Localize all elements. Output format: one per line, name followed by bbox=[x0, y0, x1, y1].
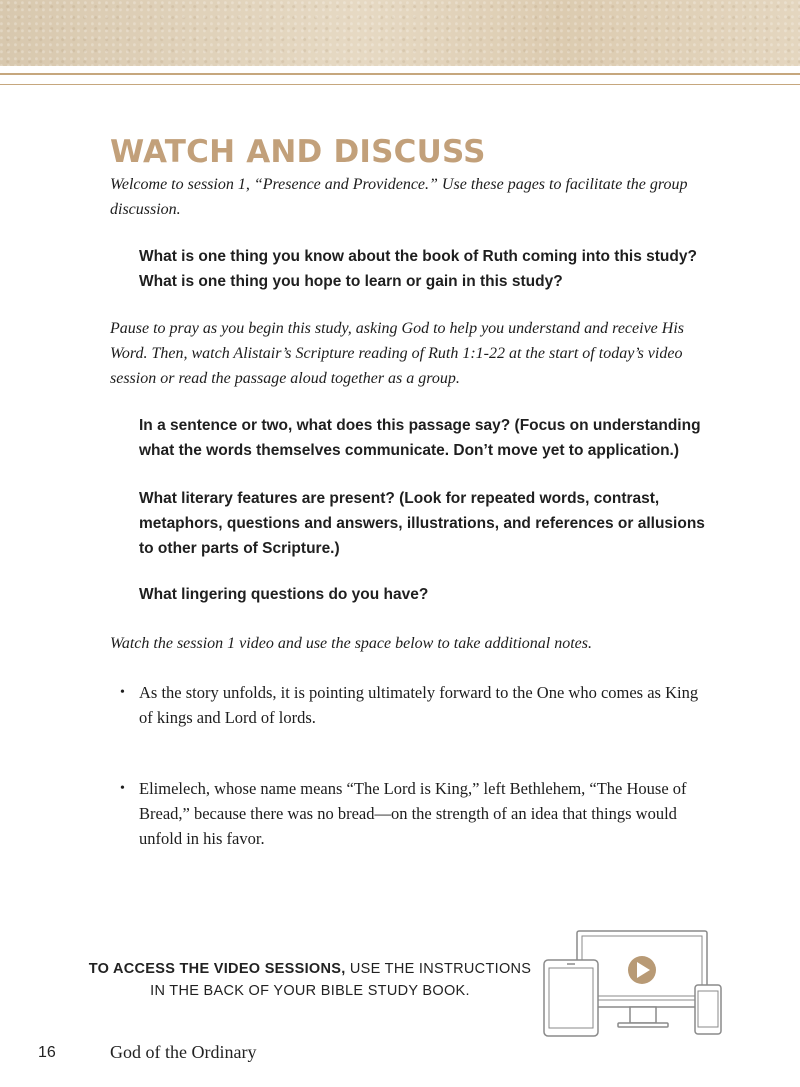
header-texture-band bbox=[0, 0, 800, 66]
pause-instruction: Pause to pray as you begin this study, asking God to help you understand and receive His Word. Then, watch Alistair’s Scripture reading of Ruth 1:1-22 at the start of today’s video session or read the passage aloud together as a group. bbox=[110, 320, 684, 387]
discussion-question-2: In a sentence or two, what does this passage say? (Focus on understanding what the words themselves communicate. Don’t move yet to application.) bbox=[139, 417, 701, 459]
note-text: As the story unfolds, it is pointing ultimately forward to the One who comes as King of kings and Lord of lords. bbox=[139, 683, 699, 727]
page-number: 16 bbox=[38, 1044, 56, 1061]
header-rule-thin bbox=[0, 84, 800, 85]
note-text: Elimelech, whose name means “The Lord is King,” left Bethlehem, “The House of Bread,” because there was no bread—on the strength of an idea that things would unfold in his favor. bbox=[139, 779, 687, 848]
header-rule-thick bbox=[0, 73, 800, 75]
note-bullet-2 bbox=[120, 776, 709, 851]
discussion-question-4: What lingering questions do you have? bbox=[139, 586, 429, 603]
intro-text: Welcome to session 1, “Presence and Providence.” Use these pages to facilitate the group discussion. bbox=[110, 176, 688, 218]
discussion-question-3: What literary features are present? (Look for repeated words, contrast, metaphors, questions and answers, illustrations, and references or allusions to other parts of Scripture.) bbox=[139, 490, 705, 557]
watch-instruction: Watch the session 1 video and use the space below to take additional notes. bbox=[110, 635, 592, 652]
devices-icon bbox=[540, 928, 730, 1040]
access-bold-text: TO ACCESS THE VIDEO SESSIONS, bbox=[88, 961, 346, 977]
book-title: God of the Ordinary bbox=[110, 1042, 257, 1062]
bullet-marker: • bbox=[120, 781, 125, 796]
access-text-line2: IN THE BACK OF YOUR BIBLE STUDY BOOK. bbox=[150, 983, 470, 999]
discussion-question-1: What is one thing you know about the book of Ruth coming into this study? What is one thing you hope to learn or gain in this study? bbox=[139, 248, 697, 290]
note-bullet-1 bbox=[120, 680, 709, 730]
page-title: WATCH AND DISCUSS bbox=[110, 134, 486, 170]
access-text-line1: USE THE INSTRUCTIONS bbox=[345, 961, 532, 977]
video-access-instructions bbox=[60, 958, 560, 1002]
bullet-marker: • bbox=[120, 685, 125, 700]
play-icon bbox=[628, 956, 656, 984]
